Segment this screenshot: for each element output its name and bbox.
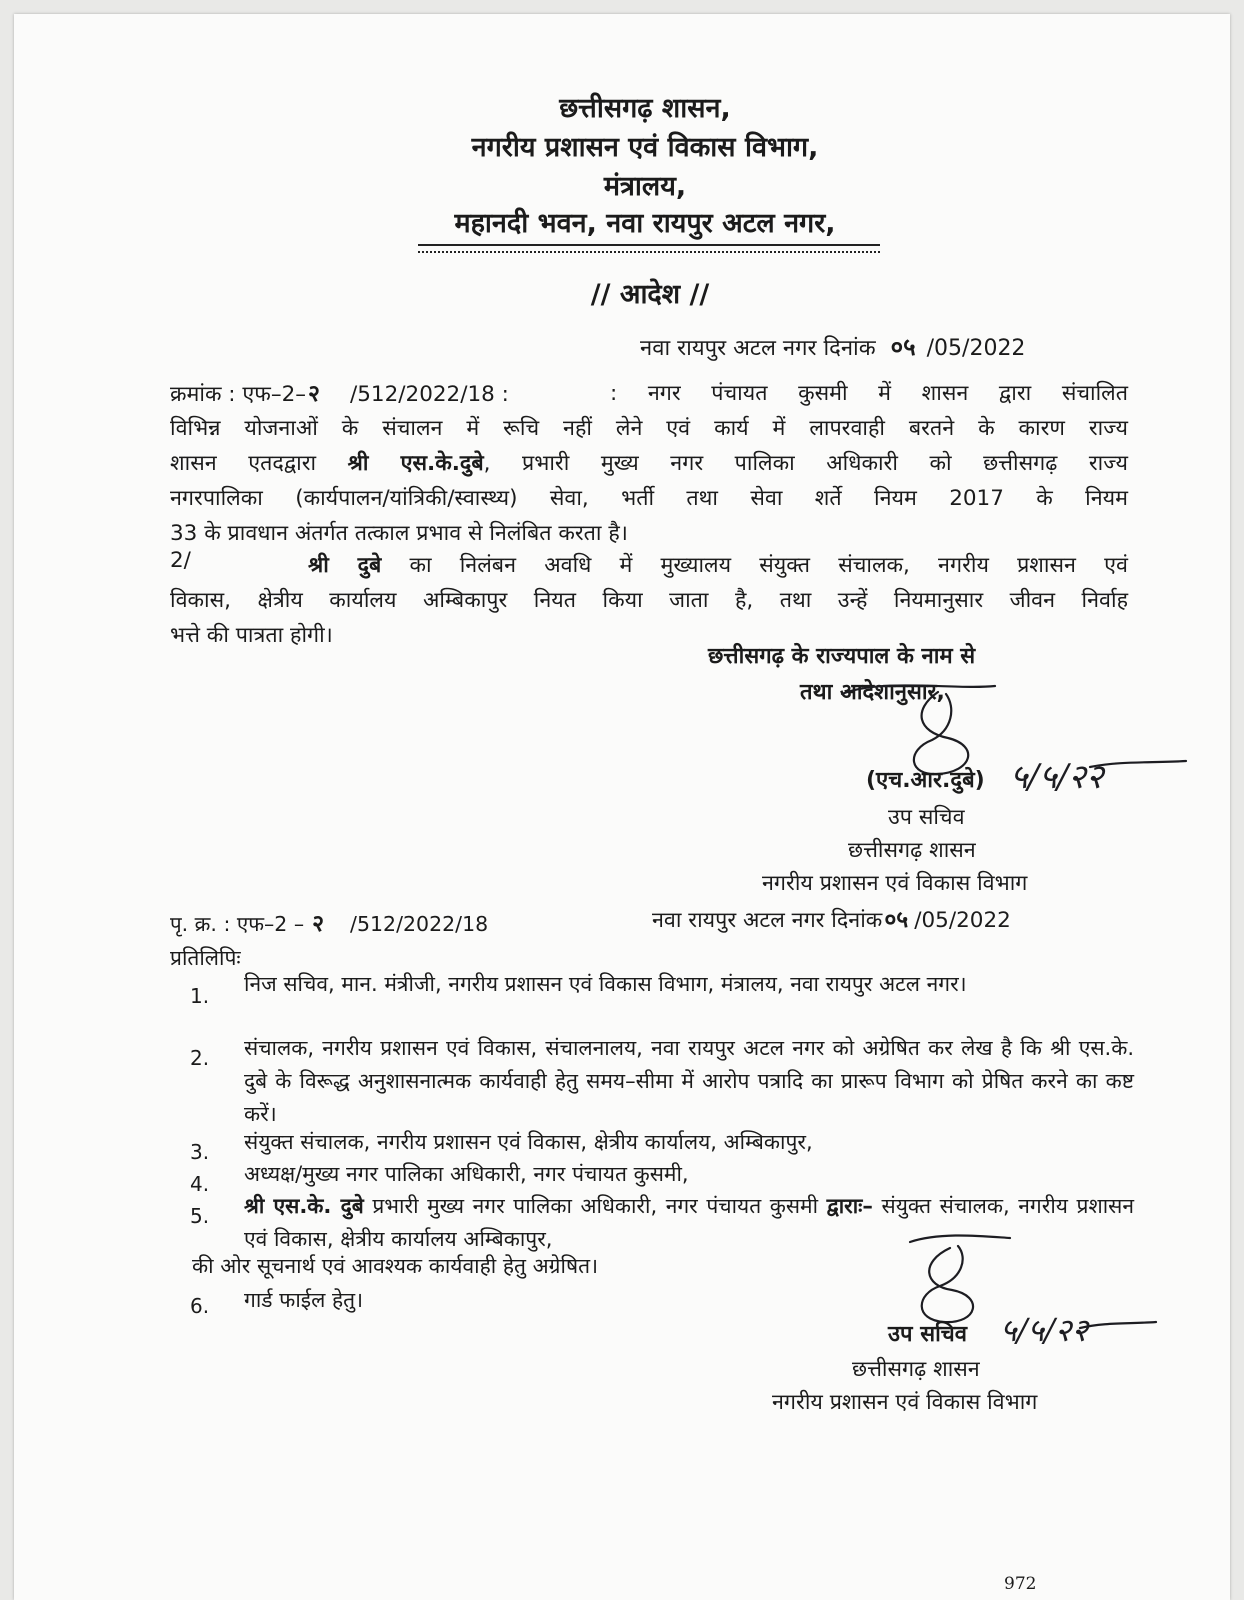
endorsement-prefix: पृ. क्र. : एफ–2 – bbox=[170, 912, 305, 936]
para2-bold-name: श्री दुबे bbox=[308, 553, 382, 578]
header-government: छत्तीसगढ़ शासन, bbox=[559, 93, 731, 124]
copy-number-3: 3. bbox=[190, 1140, 210, 1164]
para2-line1 bbox=[308, 548, 1128, 583]
copy-closing: की ओर सूचनार्थ एवं आवश्यक कार्यवाही हेतु अग्रेषित। bbox=[192, 1254, 599, 1278]
order-date bbox=[640, 330, 1025, 363]
signatory-dept: नगरीय प्रशासन एवं विकास विभाग bbox=[762, 871, 1028, 896]
endorsement-date bbox=[652, 902, 1011, 934]
order-number-handwritten: २ bbox=[308, 380, 320, 407]
signatory2-dept: नगरीय प्रशासन एवं विकास विभाग bbox=[772, 1390, 1038, 1415]
para1-line2: विभिन्न योजनाओं के संचालन में रूचि नहीं लेने एवं कार्य में लापरवाही बरतने के कारण राज्य bbox=[170, 416, 1128, 441]
copy-item-6: गार्ड फाईल हेतु। bbox=[244, 1288, 364, 1312]
governor-line1: छत्तीसगढ़ के राज्यपाल के नाम से bbox=[708, 644, 976, 669]
copy-item-2: संचालक, नगरीय प्रशासन एवं विकास, संचालनालय, नवा रायपुर अटल नगर को अग्रेषित कर लेख है कि श्री एस.के. दुबे के विरूद्ध अनुशासनात्मक कार्यवाही हेतु समय–सीमा में आरोप पत्रादि का प्रारूप विभाग को प्रेषित करने का कष्ट करें। bbox=[244, 1036, 1134, 1126]
para1-line5: 33 के प्रावधान अंतर्गत तत्काल प्रभाव से निलंबित करता है। bbox=[170, 521, 628, 546]
date-prefix: नवा रायपुर अटल नगर दिनांक bbox=[640, 336, 876, 361]
copy-item-3: संयुक्त संचालक, नगरीय प्रशासन एवं विकास, क्षेत्रीय कार्यालय, अम्बिकापुर, bbox=[244, 1130, 813, 1154]
header-dotted-rule bbox=[418, 251, 880, 253]
order-number-rest: /512/2022/18 : bbox=[349, 382, 509, 407]
officer-name-bold: श्री एस.के.दुबे bbox=[347, 451, 484, 476]
signatory-name: (एच.आर.दुबे) bbox=[866, 768, 985, 793]
signatory2-designation: उप सचिव bbox=[888, 1322, 967, 1347]
para1-line4: नगरपालिका (कार्यपालन/यांत्रिकी/स्वास्थ्य) सेवा, भर्ती तथा सेवा शर्ते नियम 2017 के नियम bbox=[170, 486, 1128, 511]
order-title: // आदेश // bbox=[590, 279, 710, 310]
copy-item-1: निज सचिव, मान. मंत्रीजी, नगरीय प्रशासन एवं विकास विभाग, मंत्रालय, नवा रायपुर अटल नगर। bbox=[244, 972, 967, 996]
signatory2-govt: छत्तीसगढ़ शासन bbox=[852, 1357, 980, 1382]
copy5-bold-name: श्री एस.के. दुबे bbox=[244, 1194, 364, 1218]
page-number: 972 bbox=[1004, 1574, 1037, 1594]
header-address: महानदी भवन, नवा रायपुर अटल नगर, bbox=[454, 208, 836, 239]
para1-line3 bbox=[170, 446, 1128, 481]
header-rule bbox=[418, 244, 880, 246]
endorsement-rest: /512/2022/18 bbox=[350, 912, 489, 936]
endorsement-date-day: ०५ bbox=[884, 906, 909, 933]
para2-line1-rest: का निलंबन अवधि में मुख्यालय संयुक्त संचालक, नगरीय प्रशासन एवं bbox=[409, 553, 1128, 578]
copy-label: प्रतिलिपिः bbox=[170, 946, 241, 970]
copy-number-5: 5. bbox=[190, 1204, 210, 1228]
copy-number-1: 1. bbox=[190, 984, 210, 1008]
copy5-mid: प्रभारी मुख्य नगर पालिका अधिकारी, नगर पंचायत कुसमी bbox=[372, 1194, 819, 1218]
date-day-handwritten: ०५ bbox=[890, 332, 916, 361]
signature-date-2: ५/५/२२ bbox=[1000, 1311, 1089, 1349]
copy-number-4: 4. bbox=[190, 1172, 210, 1196]
date-rest: /05/2022 bbox=[926, 336, 1026, 361]
endorsement-handwritten: २ bbox=[312, 910, 325, 937]
para1-line3-a: शासन एतदद्वारा bbox=[170, 451, 317, 476]
copy-number-2: 2. bbox=[190, 1046, 210, 1070]
endorsement-date-prefix: नवा रायपुर अटल नगर दिनांक bbox=[652, 908, 883, 933]
order-number bbox=[170, 376, 509, 408]
signatory-govt: छत्तीसगढ़ शासन bbox=[848, 838, 976, 863]
signature-flourish-1 bbox=[1090, 755, 1190, 775]
copy5-rest: संयुक्त संचालक, नगरीय प्रशासन एवं विकास, क्षेत्रीय कार्यालय अम्बिकापुर, bbox=[244, 1194, 1135, 1251]
endorsement-number bbox=[170, 906, 488, 938]
copy-item-4: अध्यक्ष/मुख्य नगर पालिका अधिकारी, नगर पंचायत कुसमी, bbox=[244, 1162, 689, 1186]
para2-number: 2/ bbox=[170, 548, 191, 573]
copy-number-6: 6. bbox=[190, 1294, 210, 1318]
signatory-designation: उप सचिव bbox=[888, 805, 965, 830]
header-department: नगरीय प्रशासन एवं विकास विभाग, bbox=[471, 132, 819, 163]
governor-line2: तथा आदेशानुसार, bbox=[800, 680, 945, 705]
signature-date-1: ५/५/२२ bbox=[1010, 757, 1104, 797]
para2-line3: भत्ते की पात्रता होगी। bbox=[170, 623, 333, 648]
header-ministry: मंत्रालय, bbox=[603, 171, 687, 202]
para1-line1: : नगर पंचायत कुसमी में शासन द्वारा संचालित bbox=[610, 381, 1128, 406]
para2-line2: विकास, क्षेत्रीय कार्यालय अम्बिकापुर नियत किया जाता है, तथा उन्हें नियमानुसार जीवन निर्वाह bbox=[170, 588, 1128, 613]
para1-line3-b: , प्रभारी मुख्य नगर पालिका अधिकारी को छत्तीसगढ़ राज्य bbox=[483, 451, 1128, 476]
order-number-prefix: क्रमांक : एफ–2– bbox=[170, 382, 307, 407]
signature-flourish-2 bbox=[1080, 1318, 1160, 1336]
endorsement-date-rest: /05/2022 bbox=[914, 908, 1011, 933]
copy5-bold-via: द्वाराः– bbox=[826, 1194, 873, 1218]
